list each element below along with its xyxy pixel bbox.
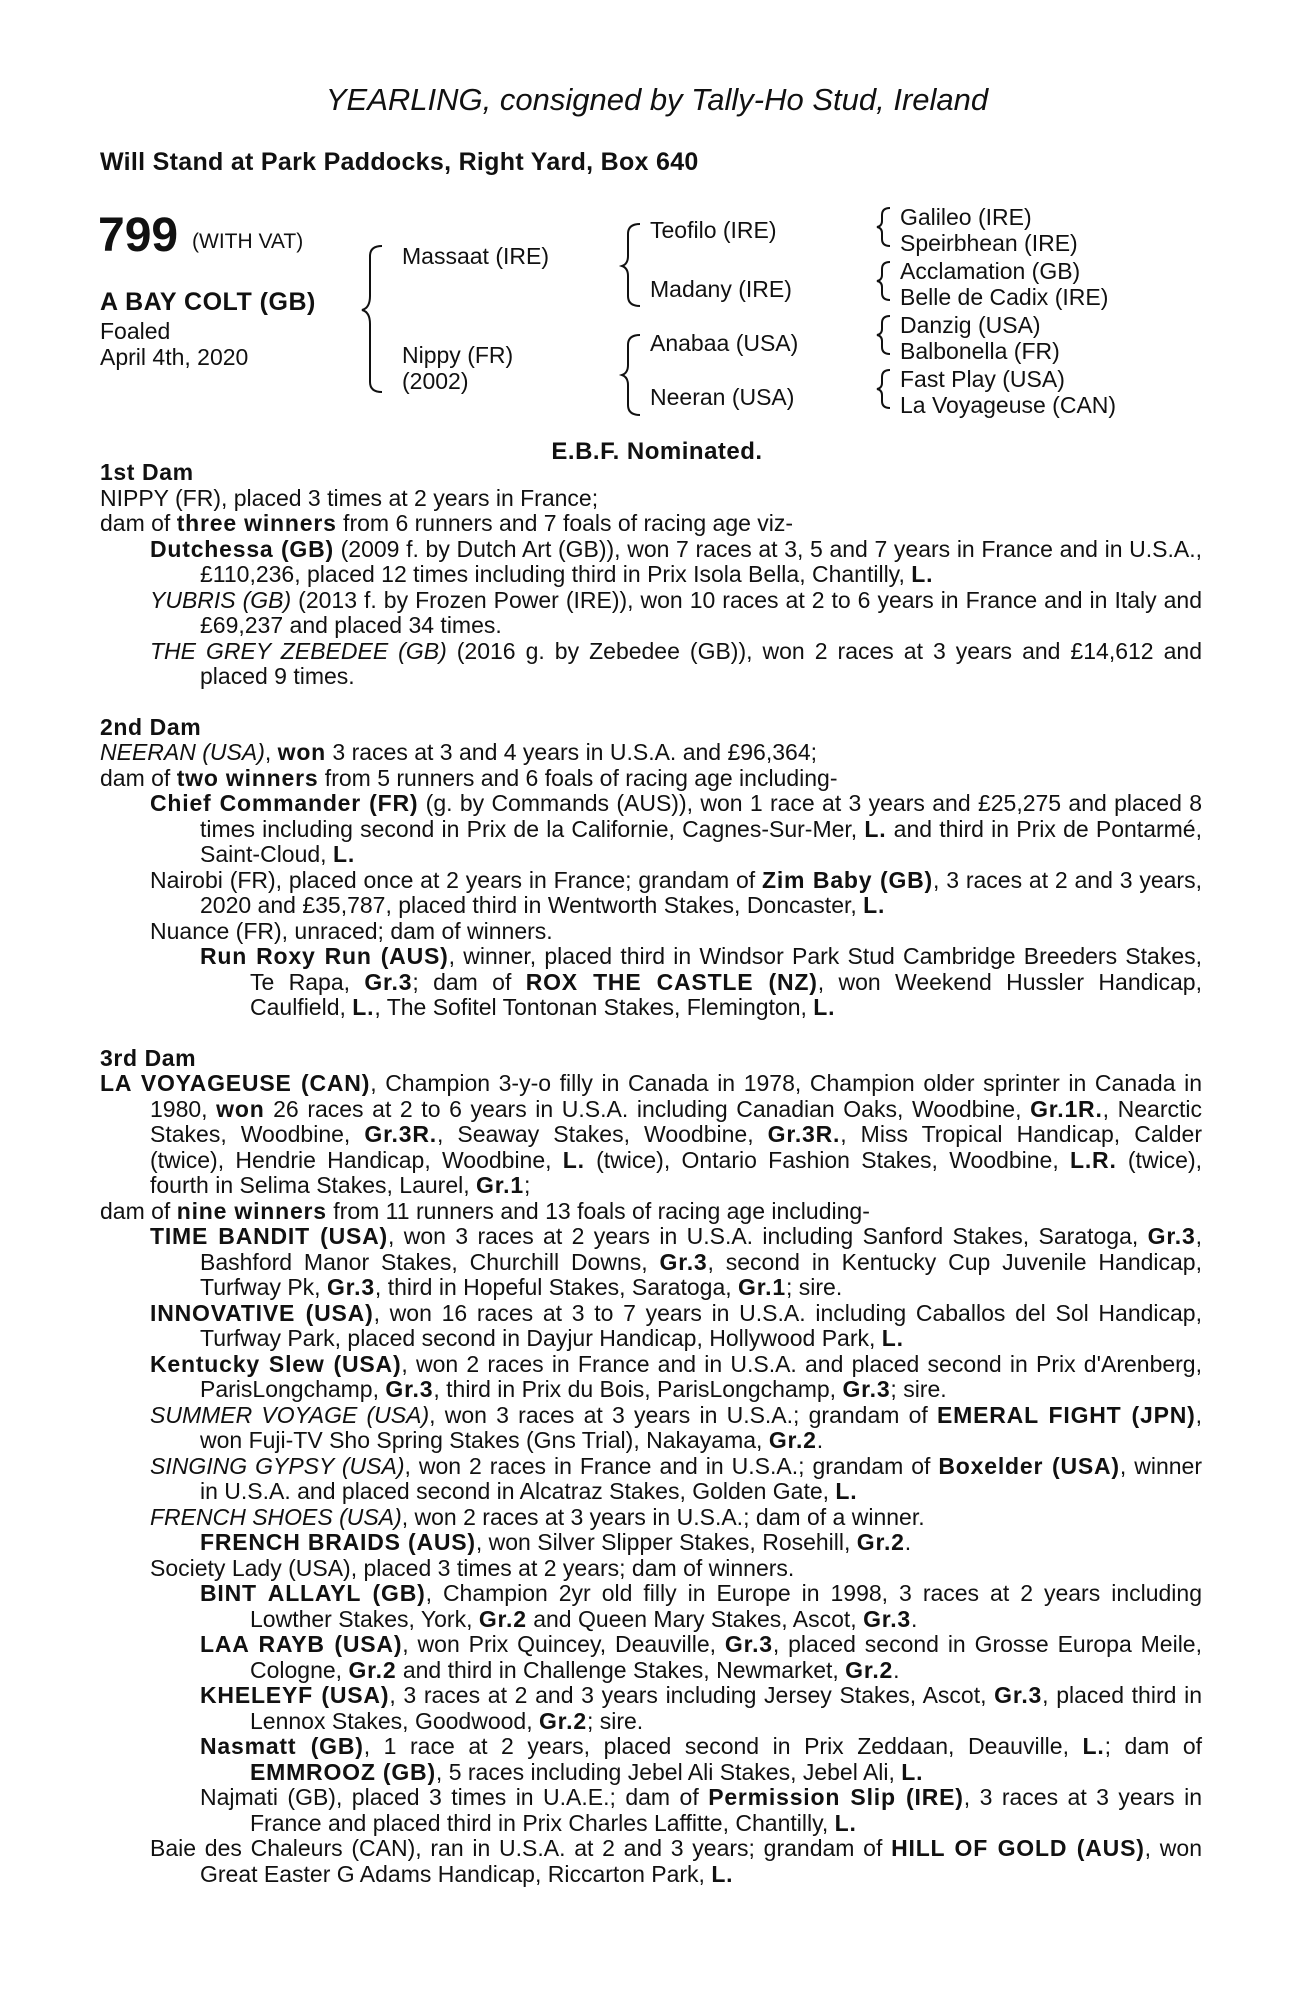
ped-ssd: Speirbhean (IRE) <box>900 230 1078 256</box>
ped-dds: Fast Play (USA) <box>900 366 1065 392</box>
ped-dam-sire: Anabaa (USA) <box>650 330 799 356</box>
produce-nuance: Nuance (FR), unraced; dam of winners. <box>150 917 553 944</box>
vat-note: (WITH VAT) <box>192 230 304 253</box>
produce-run-roxy-run: Run Roxy Run (AUS), winner, placed third in Windsor Park Stud Cambridge Breeders Stakes, Te Rapa, Gr.3; dam of ROX THE CASTLE (NZ), won Weekend Hussler Handicap, Caulfield, L., The Sofitel Tontonan Stakes, Flemington, L. <box>200 943 1202 1020</box>
ped-dam: Nippy (FR) <box>402 342 514 368</box>
third-dam-heading: 3rd Dam <box>100 1044 197 1071</box>
first-dam-heading: 1st Dam <box>100 459 194 485</box>
second-dam-intro: NEERAN (USA), won 3 races at 3 and 4 years in U.S.A. and £96,364; <box>100 739 818 765</box>
produce-grey-zebedee: THE GREY ZEBEDEE (GB) (2016 g. by Zebedee (GB)), won 2 races at 3 years and £14,612 and placed 9 times. <box>150 637 1202 689</box>
second-dam-heading: 2nd Dam <box>100 713 202 740</box>
lot-name: A BAY COLT (GB) <box>100 288 316 316</box>
ped-dam-dam: Neeran (USA) <box>650 384 795 410</box>
produce-nasmatt: Nasmatt (GB), 1 race at 2 years, placed second in Prix Zeddaan, Deauville, L.; dam of EMMROOZ (GB), 5 races including Jebel Ali Stakes, Jebel Ali, L. <box>200 1733 1202 1785</box>
produce-innovative: INNOVATIVE (USA), won 16 races at 3 to 7 years in U.S.A. including Caballos del Sol Handicap, Turfway Park, placed second in Dayjur Handicap, Hollywood Park, L. <box>150 1299 1202 1351</box>
ped-sire-sire: Teofilo (IRE) <box>650 217 777 243</box>
produce-society-lady: Society Lady (USA), placed 3 times at 2 years; dam of winners. <box>150 1554 795 1581</box>
catalogue-header: YEARLING, consigned by Tally-Ho Stud, Ireland <box>325 82 989 117</box>
produce-laa-rayb: LAA RAYB (USA), won Prix Quincey, Deauville, Gr.3, placed second in Grosse Europa Meile, Cologne, Gr.2 and third in Challenge Stakes, Newmarket, Gr.2. <box>200 1631 1202 1683</box>
second-dam-produce: dam of two winners from 5 runners and 6 foals of racing age including- <box>100 764 838 791</box>
produce-bint-allayl: BINT ALLAYL (GB), Champion 2yr old filly in Europe in 1998, 3 races at 2 years including Lowther Stakes, York, Gr.2 and Queen Mary Stakes, Ascot, Gr.3. <box>200 1580 1202 1632</box>
ped-sdd: Belle de Cadix (IRE) <box>900 284 1109 310</box>
produce-time-bandit: TIME BANDIT (USA), won 3 races at 2 years in U.S.A. including Sanford Stakes, Saratoga, Gr.3, Bashford Manor Stakes, Churchill Downs, Gr.3, second in Kentucky Cup Juvenile Handicap, Turfway Pk, Gr.3, third in Hopeful Stakes, Saratoga, Gr.1; sire. <box>150 1223 1202 1300</box>
produce-french-shoes: FRENCH SHOES (USA), won 2 races at 3 years in U.S.A.; dam of a winner. <box>150 1503 925 1530</box>
foaled-date: April 4th, 2020 <box>100 344 249 370</box>
ped-sds: Acclamation (GB) <box>900 258 1081 284</box>
foaled-label: Foaled <box>100 318 171 344</box>
ped-sire-dam: Madany (IRE) <box>650 276 792 302</box>
produce-singing-gypsy: SINGING GYPSY (USA), won 2 races in France and in U.S.A.; grandam of Boxelder (USA), winner in U.S.A. and placed second in Alcatraz Stakes, Golden Gate, L. <box>150 1452 1202 1504</box>
produce-kentucky-slew: Kentucky Slew (USA), won 2 races in France and in U.S.A. and placed second in Prix d'Arenberg, ParisLongchamp, Gr.3, third in Prix du Bois, ParisLongchamp, Gr.3; sire. <box>150 1350 1202 1402</box>
ped-sire: Massaat (IRE) <box>402 243 549 269</box>
family-notes <box>100 460 1202 1887</box>
produce-baie-des-chaleurs: Baie des Chaleurs (CAN), ran in U.S.A. at 2 and 3 years; grandam of HILL OF GOLD (AUS), won Great Easter G Adams Handicap, Riccarton Park, L. <box>150 1835 1202 1887</box>
produce-najmati: Najmati (GB), placed 3 times in U.A.E.; dam of Permission Slip (IRE), 3 races at 3 years in France and placed third in Prix Charles Laffitte, Chantilly, L. <box>200 1784 1203 1836</box>
produce-dutchessa: Dutchessa (GB) (2009 f. by Dutch Art (GB)), won 7 races at 3, 5 and 7 years in France and in U.S.A., £110,236, placed 12 times including third in Prix Isola Bella, Chantilly, L. <box>150 535 1203 587</box>
ped-dsd: Balbonella (FR) <box>900 338 1060 364</box>
produce-nairobi: Nairobi (FR), placed once at 2 years in France; grandam of Zim Baby (GB), 3 races at 2 and 3 years, 2020 and £35,787, placed third in Wentworth Stakes, Doncaster, L. <box>150 866 1202 918</box>
third-dam-produce: dam of nine winners from 11 runners and 13 foals of racing age including- <box>100 1197 870 1224</box>
lot-number: 799 <box>98 209 179 262</box>
ped-dam-year: (2002) <box>402 368 469 394</box>
produce-yubris: YUBRIS (GB) (2013 f. by Frozen Power (IRE)), won 10 races at 2 to 6 years in France and in Italy and £69,237 and placed 34 times. <box>150 586 1202 638</box>
third-dam-intro: LA VOYAGEUSE (CAN), Champion 3-y-o filly in Canada in 1978, Champion older sprinter in Canada in 1980, won 26 races at 2 to 6 years in U.S.A. including Canadian Oaks, Woodbine, Gr.1R., Nearctic Stakes, Woodbine, Gr.3R., Seaway Stakes, Woodbine, Gr.3R., Miss Tropical Handicap, Calder (twice), Hendrie Handicap, Woodbine, L. (twice), Ontario Fashion Stakes, Woodbine, L.R. (twice), fourth in Selima Stakes, Laurel, Gr.1; <box>100 1070 1203 1198</box>
ped-dss: Danzig (USA) <box>900 312 1041 338</box>
produce-summer-voyage: SUMMER VOYAGE (USA), won 3 races at 3 years in U.S.A.; grandam of EMERAL FIGHT (JPN), won Fuji-TV Sho Spring Stakes (Gns Trial), Nakayama, Gr.2. <box>150 1401 1202 1453</box>
produce-french-braids: FRENCH BRAIDS (AUS), won Silver Slipper Stakes, Rosehill, Gr.2. <box>200 1529 912 1555</box>
produce-kheleyf: KHELEYF (USA), 3 races at 2 and 3 years including Jersey Stakes, Ascot, Gr.3, placed third in Lennox Stakes, Goodwood, Gr.2; sire. <box>200 1682 1202 1734</box>
ped-sss: Galileo (IRE) <box>900 204 1032 230</box>
first-dam-produce: dam of three winners from 6 runners and 7 foals of racing age viz- <box>100 510 794 536</box>
stand-location: Will Stand at Park Paddocks, Right Yard, Box 640 <box>100 148 699 176</box>
produce-chief-commander: Chief Commander (FR) (g. by Commands (AUS)), won 1 race at 3 years and £25,275 and placed 8 times including second in Prix de la Californie, Cagnes-Sur-Mer, L. and third in Prix de Pontarmé, Saint-Cloud, L. <box>150 790 1202 867</box>
ped-ddd: La Voyageuse (CAN) <box>900 392 1117 418</box>
ebf-nomination: E.B.F. Nominated. <box>551 438 763 465</box>
first-dam-intro: NIPPY (FR), placed 3 times at 2 years in France; <box>100 484 599 511</box>
